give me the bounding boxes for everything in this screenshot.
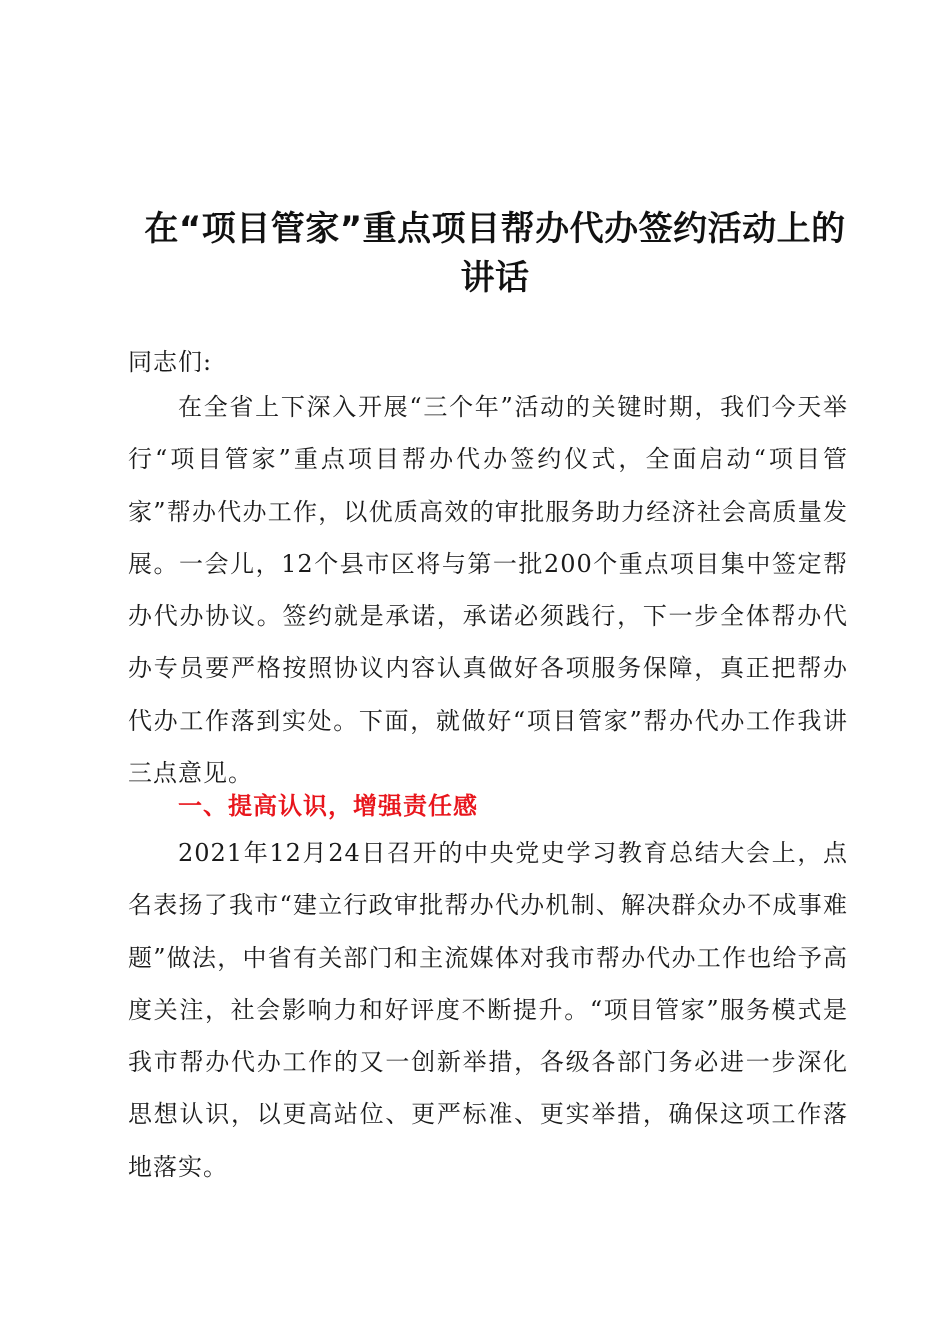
salutation: 同志们: <box>128 348 213 376</box>
paragraph-section-1: 2021年12月24日召开的中央党史学习教育总结大会上，点名表扬了我市“建立行政审批帮办代办机制、解决群众办不成事难题”做法，中省有关部门和主流媒体对我市帮办代办工作也给予高度关注，社会影响力和好评度不断提升。“项目管家”服务模式是我市帮办代办工作的又一创新举措，各级各部门务必进一步深化思想认识，以更高站位、更严标准、更实举措，确保这项工作落地落实。 <box>128 839 848 1181</box>
document-title-line2: 讲话 <box>460 258 530 298</box>
section-heading-1: 一、提高认识，增强责任感 <box>178 792 478 820</box>
paragraph-intro: 在全省上下深入开展“三个年”活动的关键时期，我们今天举行“项目管家”重点项目帮办代办签约仪式，全面启动“项目管家”帮办代办工作，以优质高效的审批服务助力经济社会高质量发展。一会儿，12个县市区将与第一批200个重点项目集中签定帮办代办协议。签约就是承诺，承诺必须践行，下一步全体帮办代办专员要严格按照协议内容认真做好各项服务保障，真正把帮办代办工作落到实处。下面，就做好“项目管家”帮办代办工作我讲三点意见。 <box>128 393 848 788</box>
document-title-line1: 在“项目管家”重点项目帮办代办签约活动上的 <box>144 209 846 249</box>
